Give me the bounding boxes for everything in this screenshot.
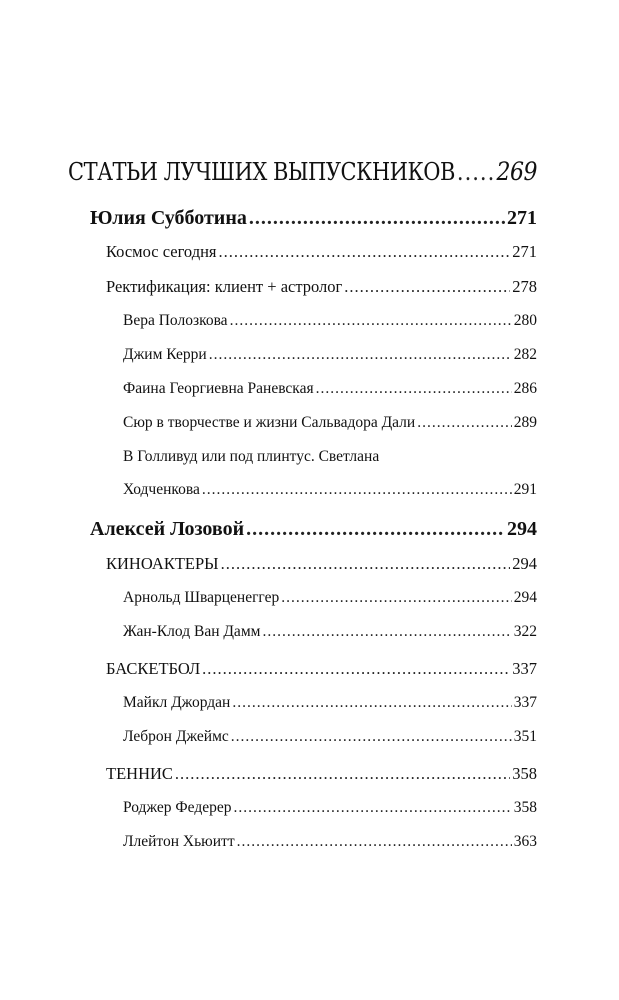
leader-dots — [316, 380, 512, 398]
toc-entry-title: КИНОАКТЕРЫ — [106, 554, 219, 573]
toc-page-number: 294 — [513, 589, 537, 606]
toc-page-number: 280 — [513, 312, 537, 329]
toc-subentry[interactable] — [123, 694, 537, 712]
toc-entry[interactable] — [106, 242, 537, 262]
leader-dots — [231, 728, 512, 746]
leader-dots — [344, 277, 510, 297]
toc-page-number: 322 — [513, 623, 537, 640]
toc-author-entry[interactable] — [90, 518, 537, 541]
toc-entry-title: Майкл Джордан — [123, 694, 231, 711]
toc-section-heading[interactable] — [68, 158, 537, 187]
toc-entry-title: Жан-Клод Ван Дамм — [123, 623, 261, 640]
toc-page-number: 337 — [512, 659, 537, 678]
toc-subentry[interactable] — [123, 799, 537, 817]
leader-dots — [417, 414, 512, 432]
toc-page-number: 337 — [513, 694, 537, 711]
toc-subentry[interactable] — [123, 380, 537, 398]
toc-entry-title: Роджер Федерер — [123, 799, 232, 816]
leader-dots — [202, 659, 510, 679]
toc-page-number: 363 — [513, 833, 537, 850]
leader-dots — [237, 833, 512, 851]
leader-dots — [209, 346, 512, 364]
toc-entry[interactable] — [106, 277, 537, 297]
toc-entry-title: Джим Керри — [123, 346, 207, 363]
toc-subentry[interactable] — [123, 728, 537, 746]
toc-page-number: 351 — [513, 728, 537, 745]
leader-dots — [281, 589, 512, 607]
leader-dots — [219, 242, 511, 262]
toc-subentry[interactable] — [123, 833, 537, 851]
toc-page-number: 358 — [513, 799, 537, 816]
toc-entry-title: БАСКЕТБОЛ — [106, 659, 201, 678]
toc-subentry[interactable] — [123, 414, 537, 432]
leader-dots — [234, 799, 512, 817]
leader-dots — [175, 764, 510, 784]
toc-entry-title: Вера Полозкова — [123, 312, 228, 329]
toc-entry-title: Леброн Джеймс — [123, 728, 229, 745]
toc-subentry[interactable] — [123, 346, 537, 364]
leader-dots — [232, 694, 511, 712]
leader-dots — [249, 207, 505, 230]
toc-page-number: 286 — [513, 380, 537, 397]
toc-entry-title: Ллейтон Хьюитт — [123, 833, 235, 850]
leader-dots — [246, 518, 505, 541]
toc-subentry[interactable] — [123, 481, 537, 499]
toc-entry-title-line1[interactable]: В Голливуд или под плинтус. Светлана — [123, 448, 380, 465]
leader-dots — [202, 481, 512, 499]
toc-entry-title-line2: Ходченкова — [123, 481, 200, 498]
toc-entry-title: Арнольд Шварценеггер — [123, 589, 280, 606]
leader-dots — [230, 312, 512, 330]
toc-subentry[interactable] — [123, 589, 537, 607]
toc-page-number: 271 — [512, 242, 537, 261]
toc-entry-title: Фаина Георгиевна Раневская — [123, 380, 314, 397]
leader-dots — [221, 554, 511, 574]
toc-entry-title: Алексей Лозовой — [90, 518, 245, 540]
toc-page-number: 289 — [513, 414, 537, 431]
toc-page-number: 282 — [513, 346, 537, 363]
toc-group-entry[interactable] — [106, 764, 537, 784]
toc-page-number: 269 — [496, 158, 537, 187]
toc-group-entry[interactable] — [106, 554, 537, 574]
toc-entry-title: Ректификация: клиент + астролог — [106, 277, 343, 296]
toc-entry-title: ТЕННИС — [106, 764, 173, 783]
toc-subentry[interactable] — [123, 623, 537, 641]
toc-group-entry[interactable] — [106, 659, 537, 679]
toc-page-number: 291 — [513, 481, 537, 498]
toc-page-number: 358 — [512, 764, 537, 783]
toc-page-number: 271 — [507, 207, 537, 229]
toc-page-number: 278 — [512, 277, 537, 296]
toc-entry-title: Космос сегодня — [106, 242, 217, 261]
toc-page-number: 294 — [507, 518, 537, 540]
toc-author-entry[interactable] — [90, 207, 537, 230]
leader-dots — [457, 158, 495, 186]
toc-page-number: 294 — [512, 554, 537, 573]
toc-entry-title: СТАТЬИ ЛУЧШИХ ВЫПУСКНИКОВ — [68, 158, 455, 186]
toc-entry-title: Юлия Субботина — [90, 207, 247, 229]
toc-subentry[interactable] — [123, 312, 537, 330]
leader-dots — [262, 623, 511, 641]
toc-entry-title: Сюр в творчестве и жизни Сальвадора Дали — [123, 414, 416, 431]
